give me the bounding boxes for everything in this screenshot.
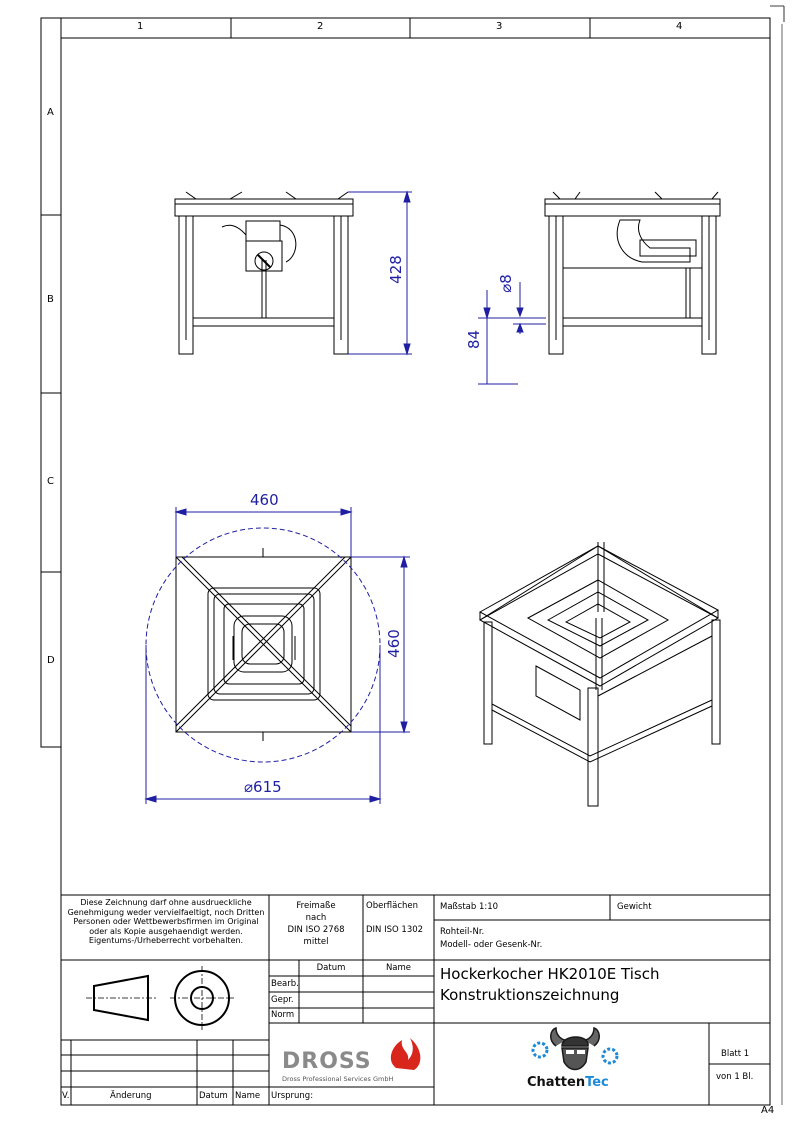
row-label-a: A — [47, 107, 54, 118]
tolerance-norm: DIN ISO 2768 — [287, 925, 345, 935]
row-label-d: D — [47, 655, 55, 666]
dim-depth-label: 460 — [384, 629, 403, 658]
column-label-4: 4 — [676, 21, 683, 32]
drawing-subtitle: Konstruktionszeichnung — [440, 986, 620, 1004]
side-view — [545, 192, 720, 354]
dim-top — [146, 507, 410, 804]
model-no-label: Modell- oder Gesenk-Nr. — [440, 940, 543, 950]
dim-circle-label: ⌀615 — [244, 778, 282, 796]
date-header: Datum — [316, 963, 346, 973]
tolerance-class: mittel — [303, 937, 329, 947]
tolerance-nach: nach — [305, 913, 327, 923]
chattentec-logo-part1: Chatten — [527, 1075, 586, 1090]
dim-width-label: 460 — [250, 491, 279, 509]
row-band — [41, 18, 61, 747]
tolerance-label: Freimaße — [296, 901, 336, 911]
dim-side — [478, 282, 546, 384]
scale-label: Maßstab 1:10 — [440, 902, 499, 912]
row-label-b: B — [47, 294, 54, 305]
dross-flame-icon — [391, 1038, 421, 1070]
rev-v-label: V. — [62, 1091, 70, 1101]
chattentec-logo-part2: Tec — [585, 1075, 609, 1090]
sheet-number: Blatt 1 — [721, 1049, 750, 1059]
front-view — [175, 192, 353, 354]
top-view — [176, 548, 351, 741]
drawing-title: Hockerkocher HK2010E Tisch — [440, 965, 660, 983]
origin-label: Ursprung: — [271, 1091, 314, 1101]
dim-height-label: 428 — [386, 255, 405, 284]
row-norm: Norm — [271, 1010, 295, 1020]
name-header: Name — [385, 963, 412, 973]
chattentec-logo-text — [527, 1076, 609, 1089]
rev-change-label: Änderung — [110, 1091, 152, 1101]
dross-logo-text: DROSS — [282, 1049, 372, 1074]
trim-mark — [770, 6, 784, 22]
row-bearb: Bearb. — [271, 979, 299, 989]
surfaces-label: Oberflächen — [366, 901, 419, 911]
raw-part-label: Rohteil-Nr. — [440, 927, 485, 937]
chattentec-viking-icon — [533, 1028, 617, 1070]
column-label-3: 3 — [496, 21, 503, 32]
copyright-note: Diese Zeichnung darf ohne ausdrueckliche Genehmigung weder vervielfaeltigt, noch Dritten Personen oder Wettbewerbsfirmen im Original oder als Kopie ausgehaendigt werden. Eigentums-/Urheberrecht vorbehalten. — [67, 898, 265, 945]
dim-offset-label: 84 — [465, 329, 484, 350]
iso-view — [480, 542, 720, 806]
sheet-format: A4 — [761, 1105, 775, 1116]
column-label-2: 2 — [317, 21, 324, 32]
column-label-1: 1 — [137, 21, 144, 32]
rev-date-label: Datum — [199, 1091, 228, 1101]
row-label-c: C — [47, 476, 54, 487]
weight-label: Gewicht — [617, 902, 652, 912]
projection-symbol — [86, 966, 234, 1030]
row-gepr: Gepr. — [271, 995, 294, 1005]
dim-pin-label: ⌀8 — [496, 274, 515, 293]
dross-logo-subtitle: Dross Professional Services GmbH — [282, 1075, 394, 1083]
sheet-of: von 1 Bl. — [716, 1072, 754, 1082]
rev-name-label: Name — [235, 1091, 261, 1101]
surfaces-norm: DIN ISO 1302 — [366, 925, 424, 935]
